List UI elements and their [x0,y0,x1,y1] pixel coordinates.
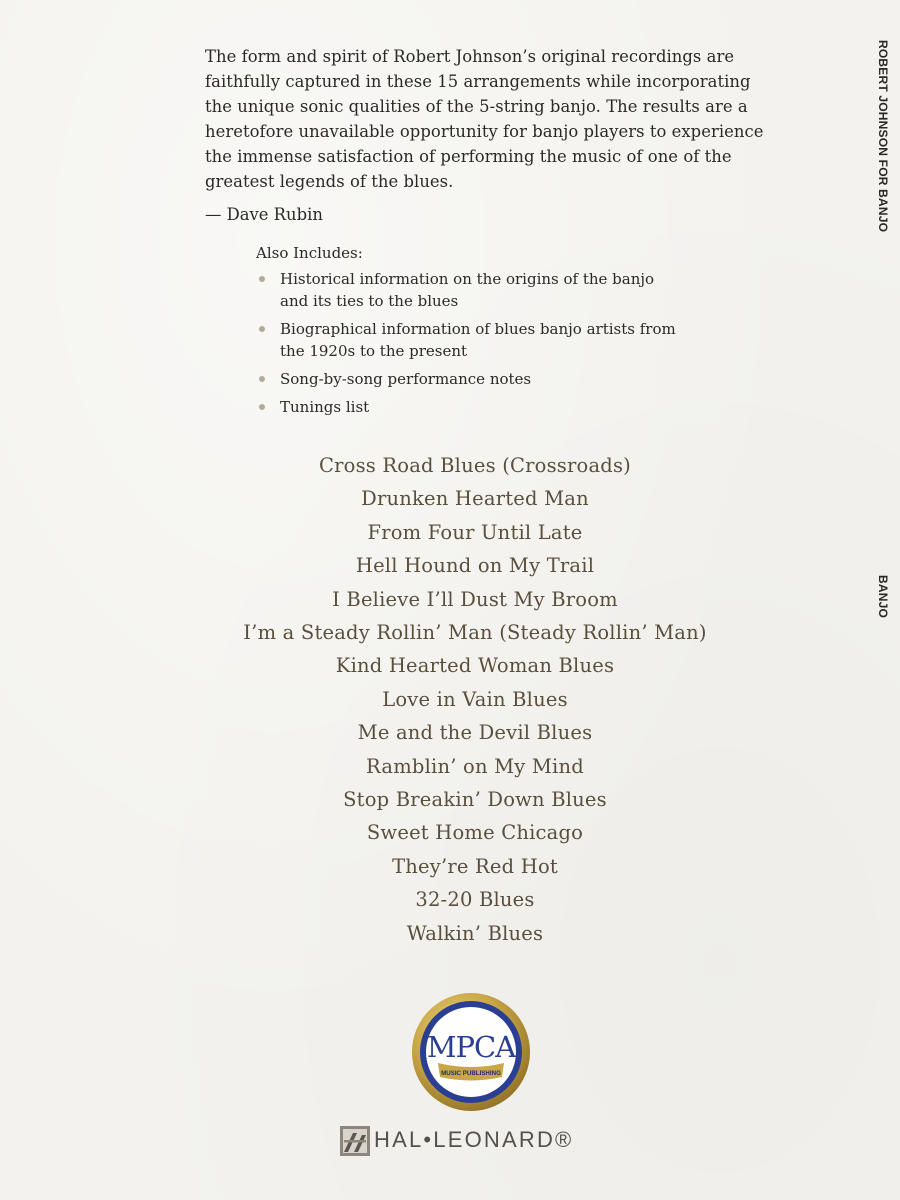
song-title: Walkin’ Blues [406,921,544,945]
mpca-seal-icon [410,991,532,1113]
hal-leonard-logo-icon [340,1126,370,1156]
song-title: Ramblin’ on My Mind [366,754,584,778]
logo-letters: MPCA [426,1030,516,1064]
list-item-text: Biographical information of blues banjo artists from the 1920s to the present [280,320,676,360]
also-includes-section [256,242,716,424]
spine-instrument: BANJO [876,575,890,619]
list-item [256,268,716,312]
list-item-text: Song-by-song performance notes [280,370,532,388]
song-title: Sweet Home Chicago [366,821,584,845]
song-list [200,449,750,950]
song-title: Stop Breakin’ Down Blues [343,788,607,812]
list-item [256,368,716,390]
bullet-dot-icon [259,276,265,282]
bullet-dot-icon [259,376,265,382]
song-title: Love in Vain Blues [382,687,568,711]
also-includes-list [256,268,716,418]
song-title: Me and the Devil Blues [357,721,593,745]
mpca-logo [410,991,532,1113]
list-item-text: Historical information on the origins of the banjo and its ties to the blues [280,270,655,310]
list-item [256,318,716,362]
song-title: Cross Road Blues (Crossroads) [319,454,631,477]
bullet-dot-icon [259,326,265,332]
bullet-dot-icon [259,404,265,410]
song-title: Kind Hearted Woman Blues [335,654,615,678]
also-includes-heading: Also Includes: [256,244,363,262]
list-item-text: Tunings list [280,398,370,416]
song-title: Drunken Hearted Man [361,487,589,511]
attribution: — Dave Rubin [205,205,323,224]
list-item [256,396,716,418]
hal-leonard-brand [340,1124,600,1158]
song-title: From Four Until Late [367,520,583,544]
song-title: I Believe I’ll Dust My Broom [332,587,618,611]
song-title: Hell Hound on My Trail [355,554,595,578]
song-title: They’re Red Hot [392,854,558,878]
intro-paragraph: The form and spirit of Robert Johnson’s original recordings are faithfully captured in these 15 arrangements while incorporating the unique sonic qualities of the 5-string banjo. The results are a heretofore unavailable opportunity for banjo players to experience the immense satisfaction of performing the music of one of the greatest legends of the blues. [205,47,764,191]
logo-subtitle: MUSIC PUBLISHING [441,1070,501,1077]
song-title: I’m a Steady Rollin’ Man (Steady Rollin’ Man) [243,621,707,645]
song-title: 32-20 Blues [415,888,535,912]
publisher-name: HAL•LEONARD® [374,1127,574,1152]
spine-title: ROBERT JOHNSON FOR BANJO [876,40,890,233]
